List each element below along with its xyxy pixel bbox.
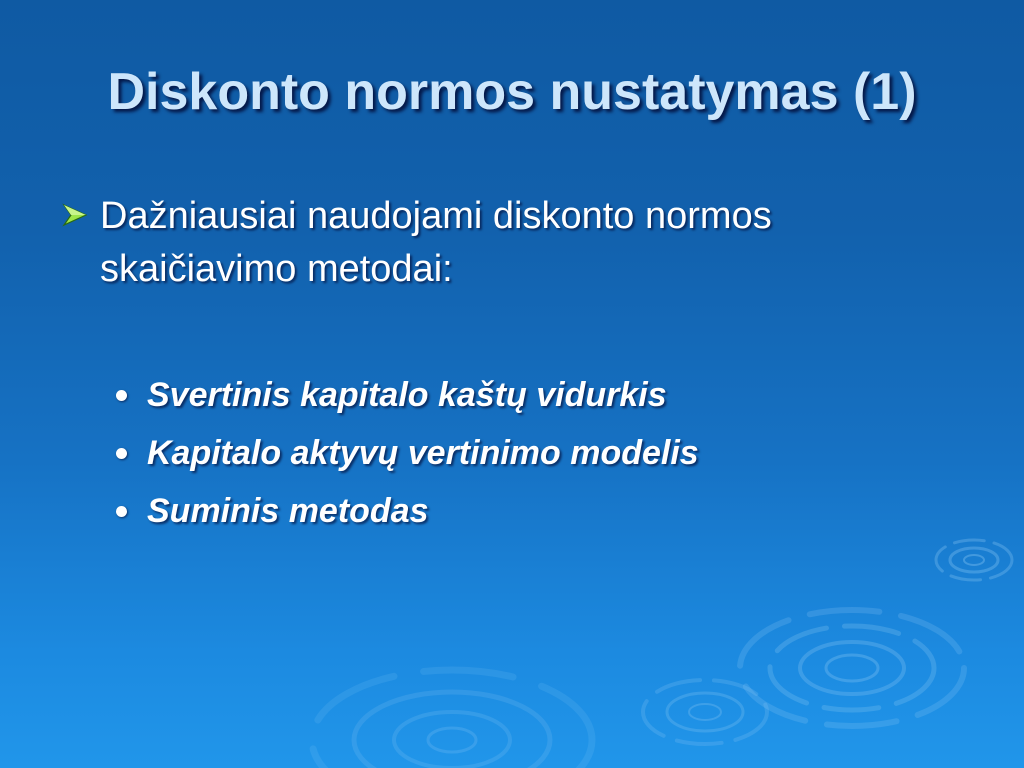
list-item-text: Kapitalo aktyvų vertinimo modelis bbox=[147, 434, 699, 472]
bullet-level1 bbox=[62, 190, 962, 296]
list-item-text: Svertinis kapitalo kaštų vidurkis bbox=[147, 376, 667, 414]
list-item bbox=[112, 486, 972, 544]
round-bullet-icon bbox=[116, 448, 127, 459]
list-item bbox=[112, 428, 972, 486]
slide-title: Diskonto normos nustatymas (1) bbox=[107, 63, 917, 121]
list-item bbox=[112, 370, 972, 428]
arrowhead-bullet-icon bbox=[62, 202, 88, 228]
round-bullet-icon bbox=[116, 506, 127, 517]
round-bullet-icon bbox=[116, 390, 127, 401]
bullet-level2-list bbox=[112, 370, 972, 544]
list-item-text: Suminis metodas bbox=[147, 492, 429, 530]
bullet-level1-text: Dažniausiai naudojami diskonto normos skaičiavimo metodai: bbox=[100, 195, 772, 290]
